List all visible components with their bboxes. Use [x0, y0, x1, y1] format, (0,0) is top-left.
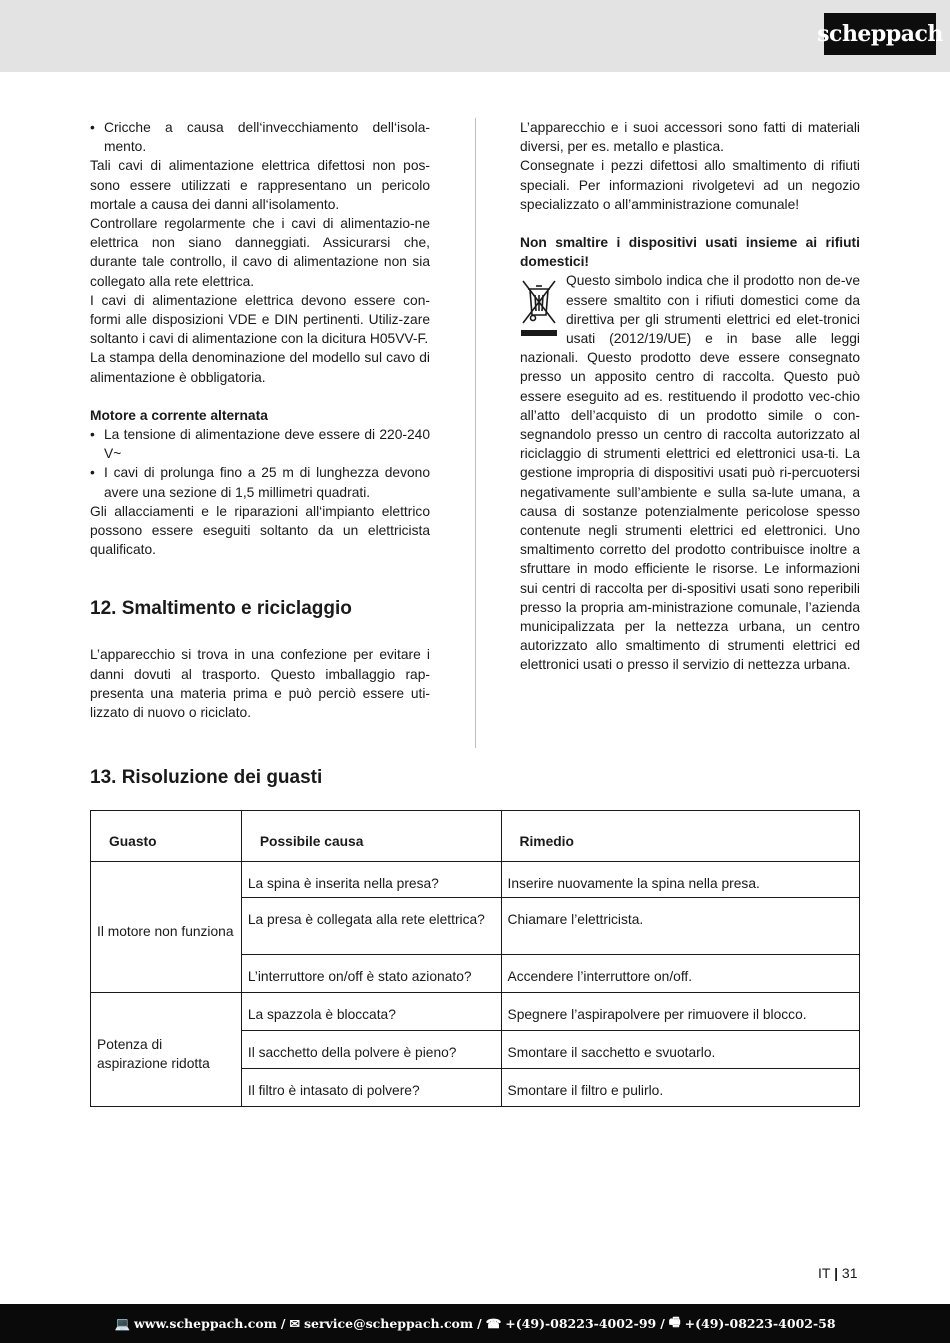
- paragraph-materials: L’apparecchio e i suoi accessori sono fatti di materiali diversi, per es. metallo e plastica.: [520, 120, 860, 155]
- remedy-cell: Smontare il sacchetto e svuotarlo.: [501, 1031, 860, 1069]
- page-language: IT: [818, 1265, 831, 1281]
- cause-cell: La spazzola è bloccata?: [241, 993, 501, 1031]
- page-number-value: 31: [841, 1265, 858, 1281]
- header-fault: Guasto: [91, 811, 242, 862]
- section-12-title: 12. Smaltimento e riciclaggio: [90, 598, 352, 620]
- remedy-cell: Chiamare l’elettricista.: [501, 898, 860, 955]
- page-number: IT | 31: [818, 1265, 858, 1281]
- table-header-row: [91, 811, 860, 862]
- motor-bullet: • La tensione di alimentazione deve essere di 220-240 V~: [90, 425, 430, 463]
- remedy-cell: Accendere l’interruttore on/off.: [501, 955, 860, 993]
- cause-cell: La presa è collegata alla rete elettrica?: [241, 898, 501, 955]
- right-column: [520, 118, 860, 675]
- bullet-aging: • Cricche a causa dell‘invecchiamento dell‘isola-mento.: [90, 118, 430, 156]
- paragraph-packaging: L’apparecchio si trova in una confezione per evitare i danni dovuti al trasporto. Questo imballaggio rap-presenta una materia prima e può perciò essere uti-lizzato di nuovo o riciclato.: [90, 647, 430, 721]
- crossed-out-wheelie-bin-icon: [520, 277, 558, 339]
- fault-cell: Il motore non funziona: [91, 862, 242, 993]
- fax-icon: 🖷: [668, 1314, 681, 1329]
- motor-heading: Motore a corrente alternata: [90, 407, 268, 423]
- footer-email[interactable]: service@scheppach.com: [303, 1316, 474, 1331]
- paragraph-cable-conformity: I cavi di alimentazione elettrica devono essere con-formi alle disposizioni VDE e DIN pertinenti. Utiliz-zare soltanto i cavi di alimentazione con la dicitura H05VV-F.: [90, 292, 430, 347]
- scheppach-logo: scheppach: [824, 13, 936, 55]
- cause-cell: La spina è inserita nella presa?: [241, 862, 501, 898]
- footer-website[interactable]: www.scheppach.com: [134, 1316, 277, 1331]
- left-column: [90, 118, 430, 722]
- footer-separator: /: [477, 1316, 482, 1331]
- paragraph-deliver-defective: Consegnate i pezzi difettosi allo smaltimento di rifiuti speciali. Per informazioni rivolgetevi ad un negozio specializzato o all’amministrazione comunale!: [520, 158, 860, 212]
- cause-cell: Il filtro è intasato di polvere?: [241, 1069, 501, 1107]
- troubleshooting-table: [90, 810, 860, 1107]
- cause-cell: Il sacchetto della polvere è pieno?: [241, 1031, 501, 1069]
- paragraph-connections: Gli allacciamenti e le riparazioni all‘impianto elettrico possono essere eseguiti soltanto da un elettricista qualificato.: [90, 503, 430, 558]
- paragraph-check-cables: Controllare regolarmente che i cavi di alimentazio-ne elettrica non siano danneggiati. Assicurarsi che, durante tale controllo, il cavo di alimentazione non sia collegato alla rete elettrica.: [90, 216, 430, 289]
- table-row: [91, 993, 860, 1031]
- envelope-icon: ✉: [289, 1316, 300, 1331]
- footer-separator: /: [280, 1316, 286, 1331]
- table-row: [91, 862, 860, 898]
- header-cause: Possibile causa: [241, 811, 501, 862]
- section-13-title: 13. Risoluzione dei guasti: [90, 767, 323, 788]
- paragraph-defective-cables: Tali cavi di alimentazione elettrica difettosi non pos-sono essere utilizzati e rappresentano un pericolo mortale a causa dei danni all‘isolamento.: [90, 158, 430, 212]
- remedy-cell: Inserire nuovamente la spina nella presa.: [501, 862, 860, 898]
- cause-cell: L’interruttore on/off è stato azionato?: [241, 955, 501, 993]
- header-remedy: Rimedio: [501, 811, 860, 862]
- phone-icon: ☎: [485, 1316, 502, 1331]
- weee-block: [520, 271, 860, 674]
- footer-separator: /: [660, 1316, 665, 1331]
- remedy-cell: Spegnere l’aspirapolvere per rimuovere il blocco.: [501, 993, 860, 1031]
- computer-icon: 💻: [114, 1315, 131, 1331]
- column-divider: [475, 118, 476, 748]
- footer-fax: +(49)-08223-4002-58: [684, 1316, 836, 1331]
- footer-bar: [0, 1304, 950, 1343]
- fault-cell: Potenza di aspirazione ridotta: [91, 993, 242, 1107]
- motor-bullet: • I cavi di prolunga fino a 25 m di lunghezza devono avere una sezione di 1,5 millimetri quadrati.: [90, 463, 430, 501]
- paragraph-weee: Questo simbolo indica che il prodotto non de-ve essere smaltito con i rifiuti domestici come da direttiva per gli strumenti elettrici ed elet-tronici usati (2012/19/UE) e in base alle leggi nazionali. Questo prodotto deve essere consegnato presso un apposito centro di raccolta. Questo può essere eseguito ad es. restituendo il prodotto vec-chio all’atto dell’acquisto di un prodotto simile o con-segnandolo presso un centro di raccolta autorizzato al riciclaggio di strumenti elettrici ed elettronici usa-ti. La gestione impropria di dispositivi usati può ri-percuotersi negativamente sull’ambiente e sulla sa-lute umana, a causa di sostanze potenzialmente pericolose spesso contenute negli strumenti elettrici ed elettronici. Uno smaltimento corretto del prodotto contribuisce inoltre a sfruttare in modo efficiente le risorse. Le informazioni sui centri di raccolta per di-spositivi usati sono reperibili presso la propria am-ministrazione comunale, l’azienda municipalizzata per la nettezza urbana, un centro autorizzato allo smaltimento di strumenti elettrici ed elettronici usati o presso il servizio di nettezza urbana.: [520, 273, 860, 673]
- weee-heading: Non smaltire i dispositivi usati insieme ai rifiuti domestici!: [520, 235, 860, 270]
- header-band: [0, 0, 950, 72]
- paragraph-model-print: La stampa della denominazione del modello sul cavo di alimentazione è obbligatoria.: [90, 350, 430, 385]
- footer-phone: +(49)-08223-4002-99: [505, 1316, 657, 1331]
- remedy-cell: Smontare il filtro e pulirlo.: [501, 1069, 860, 1107]
